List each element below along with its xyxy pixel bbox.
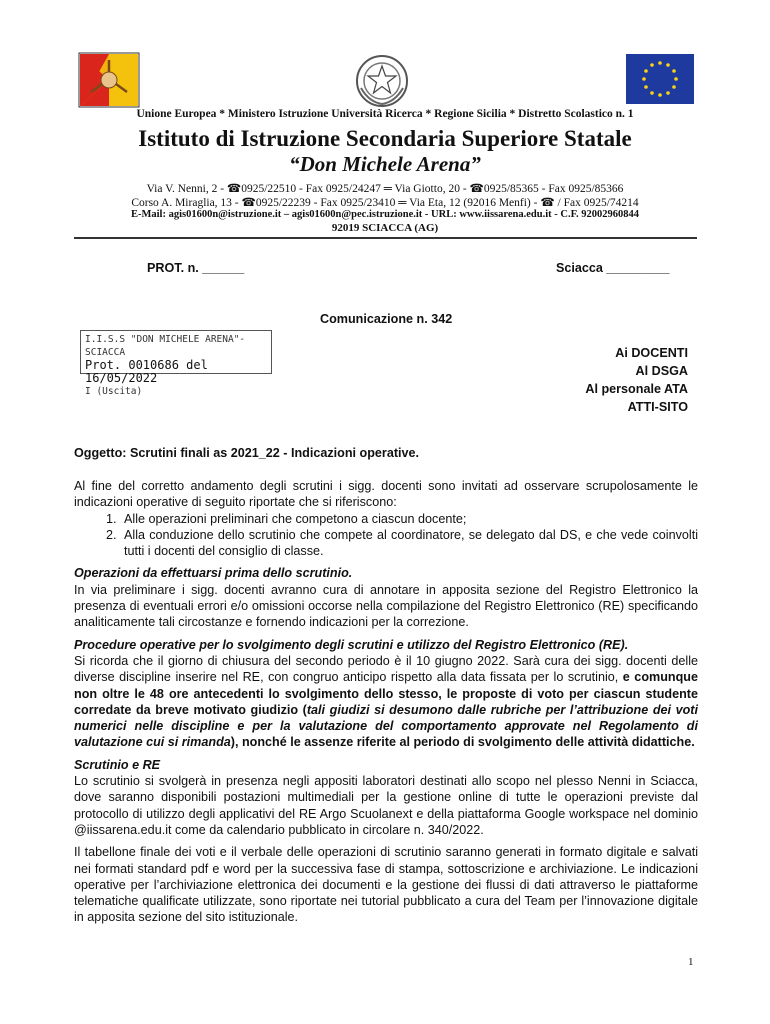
intro-list [74, 511, 698, 560]
header-divider [74, 237, 697, 239]
section-2-text-b: e comunque non oltre le 48 ore antecedenti lo svolgimento dello stesso, le proposte di voto per ciascun studente corredate da breve motivato giudizio ( [74, 670, 698, 717]
list-item: 1. Alle operazioni preliminari che competono a ciascun docente; [120, 511, 698, 527]
section-1-text: In via preliminare i sigg. docenti avranno cura di annotare in apposita sezione del Registro Elettronico la presenza di eventuali errori e/o omissioni occorse nella compilazione del Registro Elettronico (RE) specificando analiticamente tali circostanze e fornendo indicazioni per la correzione. [74, 582, 698, 630]
sicily-region-logo [78, 52, 140, 108]
list-item: 2. Alla conduzione dello scrutinio che compete al coordinatore, se delegato dal DS, e che vede coinvolti tutti i docenti del consiglio di classe. [120, 527, 698, 560]
recipient: Al personale ATA [585, 382, 688, 396]
italian-republic-emblem [355, 54, 409, 108]
section-2-text-c: tali giudizi si desumono dalle rubriche per l’attribuzione dei voti numerici nelle discipline e per la valutazione del comportamento approvate nel Regolamento di valutazione cui si rimanda [74, 702, 698, 750]
institute-name: “Don Michele Arena” [289, 152, 481, 176]
body-content [74, 478, 698, 926]
section-3-text-1: Lo scrutinio si svolgerà in presenza negli appositi laboratori destinati allo scopo nel plesso Nenni in Sciacca, dove saranno disponibili postazioni multimediali per la gestione online di tutte le operazioni previste dal protocollo di utilizzo degli applicativi del RE Argo Scuolanext e della piattaforma Google workspace nel dominio @iissarena.edu.it come da calendario pubblicato in circolare n. 340/2022. [74, 774, 698, 837]
address-line-2: Corso A. Miraglia, 13 - ☎0925/22239 - Fax 0925/23410 ═ Via Eta, 12 (92016 Menfi) - ☎ / Fax 0925/74214 [131, 197, 639, 209]
subject-line: Oggetto: Scrutini finali as 2021_22 - Indicazioni operative. [74, 446, 420, 460]
stamp-line-2: Prot. 0010686 del 16/05/2022 [85, 358, 208, 385]
stamp-line-1: I.I.S.S "DON MICHELE ARENA"-SCIACCA [85, 334, 246, 358]
european-union-flag [626, 54, 694, 104]
section-2-text-a: Si ricorda che il giorno di chiusura del secondo periodo è il 10 giugno 2022. Sarà cura dei sigg. docenti delle diverse discipline inserire nel RE, con congruo anticipo rispetto alla data fissata per lo scrutinio, [74, 653, 698, 685]
protocol-stamp [80, 330, 272, 397]
protocol-number: PROT. n. ______ [147, 261, 245, 275]
recipient: Al DSGA [635, 364, 688, 378]
recipients-block [585, 344, 688, 416]
affiliations-line: Unione Europea * Ministero Istruzione Università Ricerca * Regione Sicilia * Distretto Scolastico n. 1 [136, 108, 634, 120]
section-3-text-2: Il tabellone finale dei voti e il verbale delle operazioni di scrutinio saranno generati in formato digitale e salvati nei formati standard pdf e word per la successiva fase di stampa, sottoscrizione e archiviazione. Le indicazioni operative per l’archiviazione elettronica dei documenti e la gestione dei flussi di dati attraverso le piattaforme telematiche qualificate utilizzate, sono riportate nei tutorial pubblicato a cura del Team per l’innovazione digitale in apposita sezione del sito istituzionale. [74, 845, 698, 925]
section-2-text-d: ), nonché le assenze riferite al periodo di svolgimento delle attività didattiche. [230, 735, 695, 750]
recipient: Ai DOCENTI [615, 346, 688, 360]
section-1-title: Operazioni da effettuarsi prima dello scrutinio. [74, 566, 353, 581]
stamp-line-3: I (Uscita) [85, 386, 143, 397]
section-2-text [74, 653, 698, 751]
recipient: ATTI-SITO [627, 400, 688, 414]
contacts-line: E-Mail: agis01600n@istruzione.it – agis01600n@pec.istruzione.it - URL: www.iissarena.edu.it - C.F. 92002960844 [130, 209, 640, 220]
communication-number: Comunicazione n. 342 [320, 312, 453, 326]
page-number: 1 [688, 956, 694, 968]
intro-paragraph: Al fine del corretto andamento degli scrutini i sigg. docenti sono invitati ad osservare scrupolosamente le indicazioni operative di seguito riportate che si riferiscono: [74, 479, 698, 510]
section-2-title: Procedure operative per lo svolgimento degli scrutini e utilizzo del Registro Elettronico (RE). [74, 637, 629, 652]
section-3-title: Scrutinio e RE [74, 757, 161, 772]
city-line: 92019 SCIACCA (AG) [331, 222, 439, 234]
place-date: Sciacca _________ [556, 261, 670, 275]
institute-title: Istituto di Istruzione Secondaria Superiore Statale [138, 126, 632, 151]
address-line-1: Via V. Nenni, 2 - ☎0925/22510 - Fax 0925/24247 ═ Via Giotto, 20 - ☎0925/85365 - Fax 0925/85366 [146, 183, 624, 195]
